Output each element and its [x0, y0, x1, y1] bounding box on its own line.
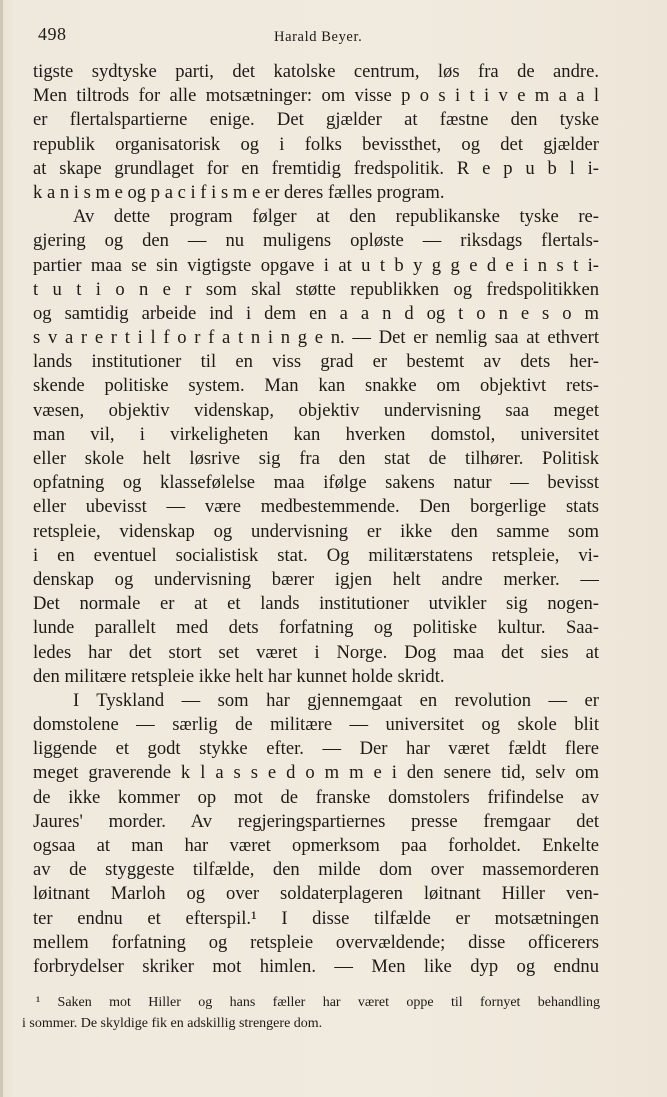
text-line: ledes har det stort set været i Norge. Dog maa det sies at [33, 641, 599, 663]
text-line: retspleie, videnskap og undervisning er ikke den samme som [33, 520, 599, 542]
text-line: Men tiltrods for alle motsætninger: om visse p o s i t i v e m a a l [33, 85, 599, 107]
text-line: at skape grundlaget for en fremtidig fredspolitik. R e p u b l i- [33, 157, 599, 179]
text-line: s v a r e r t i l f o r f a t n i n g e n. — Det er nemlig saa at ethvert [33, 327, 599, 349]
text-line: denskap og undervisning bærer igjen helt andre merker. — [33, 568, 599, 590]
text-line: man vil, i virkeligheten kan hverken domstol, universitet [33, 423, 599, 445]
text-line: løitnant Marloh og over soldaterplageren løitnant Hiller ven- [33, 883, 599, 905]
running-head: Harald Beyer. [274, 29, 363, 45]
text-line: er flertalspartierne enige. Det gjælder at fæstne den tyske [33, 109, 599, 131]
text-line: t u t i o n e r som skal støtte republikken og fredspolitikken [33, 278, 599, 300]
text-line: Jaures' morder. Av regjeringspartiernes presse fremgaar det [33, 810, 599, 832]
text-line: k a n i s m e og p a c i f i s m e er deres fælles program. [33, 181, 445, 203]
text-line: av de styggeste tilfælde, den milde dom over massemorderen [33, 859, 599, 881]
page-gutter [0, 0, 3, 1097]
footnotes [22, 992, 600, 1034]
footnote-line: i sommer. De skyldige fik en adskillig strengere dom. [22, 1016, 323, 1031]
text-line: meget graverende k l a s s e d o m m e i den senere tid, selv om [33, 762, 599, 784]
footnote-line: ¹ Saken mot Hiller og hans fæller har været oppe til fornyet behandling [36, 995, 600, 1010]
text-line: forbrydelser skriker mot himlen. — Men like dyp og endnu [33, 955, 599, 977]
page-number: 498 [38, 24, 67, 44]
text-line: de ikke kommer op mot de franske domstolers frifindelse av [33, 786, 599, 808]
text-line: mellem forfatning og retspleie overvældende; disse officerers [33, 931, 599, 953]
text-line: tigste sydtyske parti, det katolske centrum, løs fra de andre. [33, 61, 599, 82]
text-line: republik organisatorisk og i folks bevissthet, og det gjælder [33, 133, 599, 155]
text-line: skende politiske system. Man kan snakke om objektivt rets- [33, 375, 599, 397]
text-line: partier maa se sin vigtigste opgave i at u t b y g g e d e i n s t i- [33, 254, 599, 276]
text-line: liggende et godt stykke efter. — Der har været fældt flere [33, 738, 599, 760]
text-line: ter endnu et efterspil.¹ I disse tilfælde er motsætningen [33, 907, 599, 929]
text-line: Det normale er at et lands institutioner utvikler sig nogen- [33, 593, 599, 615]
text-line: eller ubevisst — være medbestemmende. Den borgerlige stats [33, 496, 599, 518]
text-line: opfatning og klassefølelse maa ifølge sakens natur — bevisst [33, 472, 599, 494]
text-line: ogsaa at man har været opmerksom paa forholdet. Enkelte [33, 835, 599, 856]
text-line: eller skole helt løsrive sig fra den stat de tilhører. Politisk [33, 448, 599, 469]
text-line: lunde parallelt med dets forfatning og politiske kultur. Saa- [33, 617, 599, 639]
text-line: den militære retspleie ikke helt har kunnet holde skridt. [33, 665, 445, 687]
text-line: lands institutioner til en viss grad er bestemt av dets her- [33, 351, 599, 373]
body-text [33, 60, 599, 979]
text-line: domstolene — særlig de militære — universitet og skole blit [33, 714, 599, 736]
page-header [38, 24, 600, 50]
text-line: i en eventuel socialistisk stat. Og militærstatens retspleie, vi- [33, 544, 599, 566]
text-line: og samtidig arbeide ind i dem en a a n d og t o n e s o m [33, 302, 599, 324]
paragraph-start: I Tyskland — som har gjennemgaat en revolution — er [73, 689, 599, 711]
paragraph-start: Av dette program følger at den republikanske tyske re- [73, 206, 599, 228]
text-line: væsen, objektiv videnskap, objektiv undervisning saa meget [33, 399, 599, 421]
text-line: gjering og den — nu muligens opløste — riksdags flertals- [33, 230, 599, 252]
